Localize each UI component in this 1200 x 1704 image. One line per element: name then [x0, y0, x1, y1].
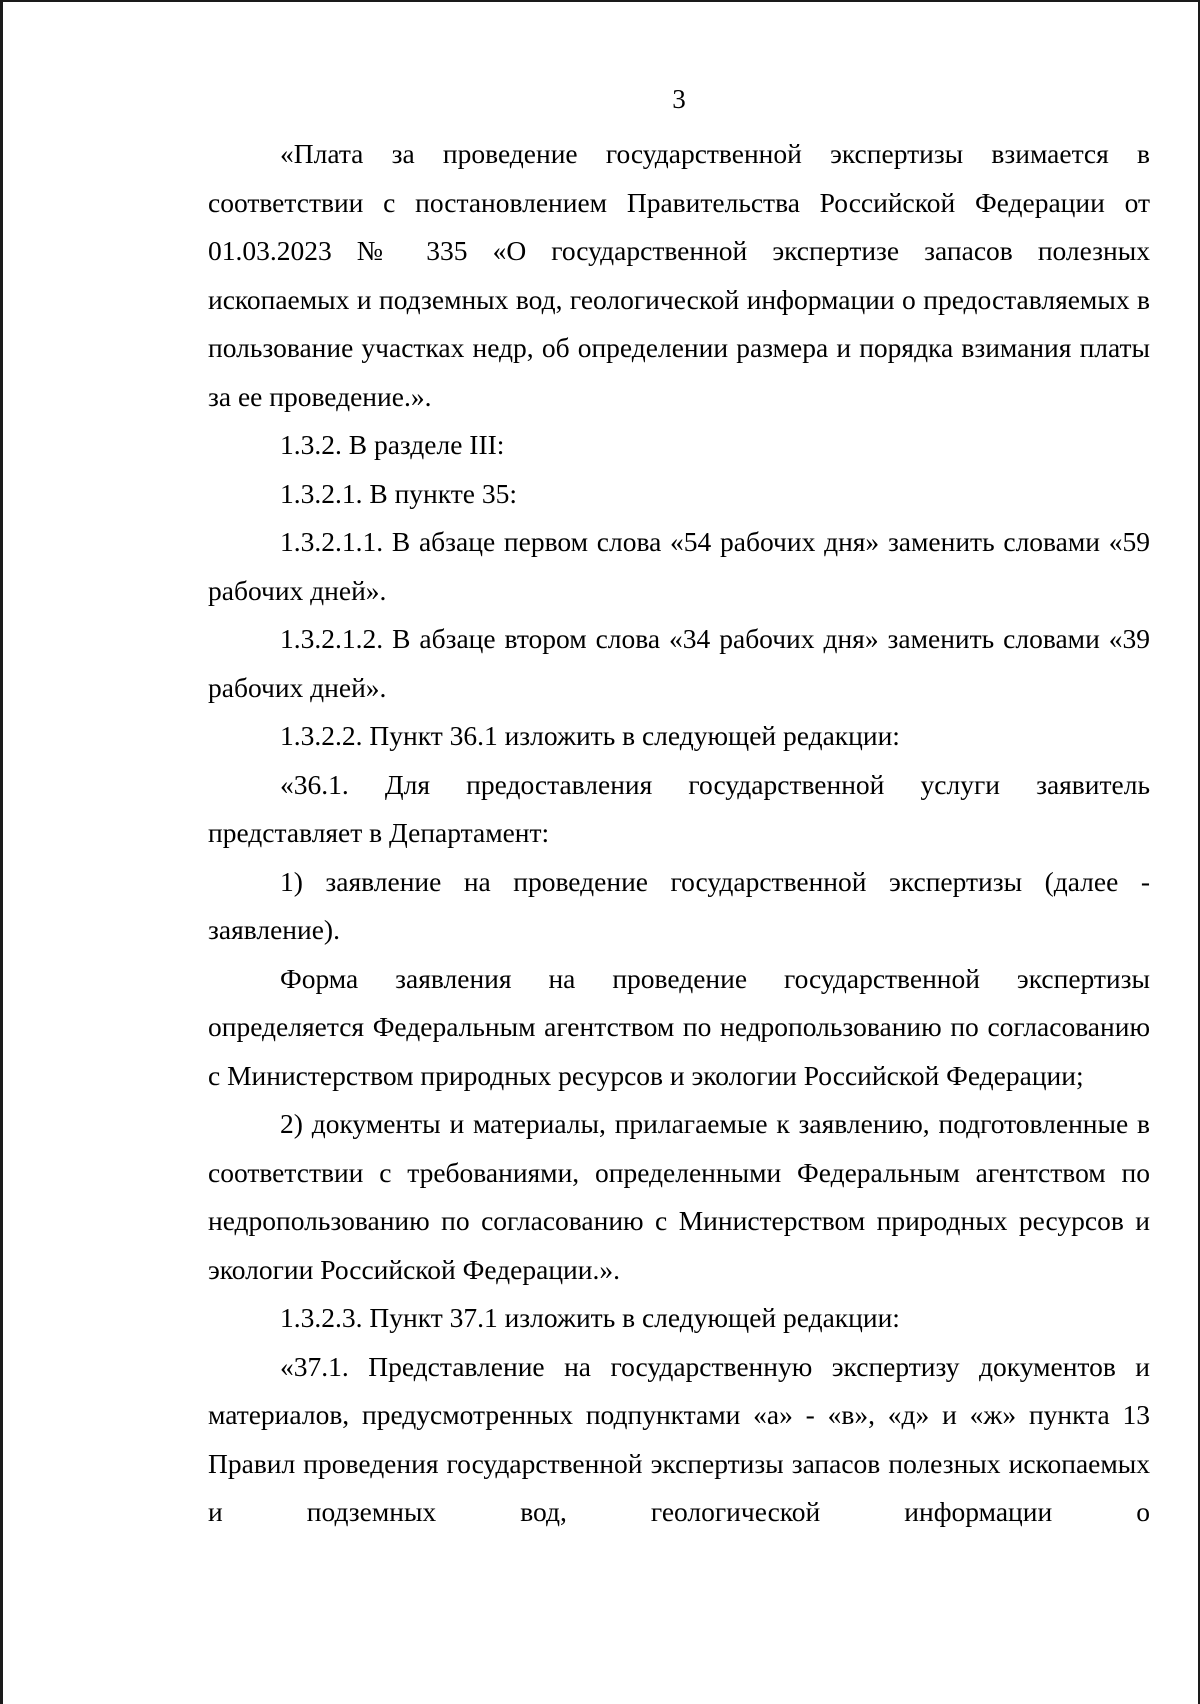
paragraph-list-item-1: 1) заявление на проведение государственной экспертизы (далее - заявление).: [208, 865, 1150, 945]
paragraph-item-35: 1.3.2.1. В пункте 35:: [280, 477, 518, 509]
page-number: 3: [672, 84, 686, 114]
document-body: [208, 130, 1150, 1537]
paragraph-item-37-1-intro: 1.3.2.3. Пункт 37.1 изложить в следующей редакции:: [280, 1302, 900, 1333]
paragraph-application-form: Форма заявления на проведение государственной экспертизы определяется Федеральным агентством по недропользованию по согласованию с Министерством природных ресурсов и экологии Российской Федерации;: [208, 962, 1150, 1091]
paragraph-item-37-1: «37.1. Представление на государственную экспертизу документов и материалов, предусмотренных подпунктами «а» - «в», «д» и «ж» пункта 13 Правил проведения государственной экспертизы запасов полезных ископаемых и подземных вод, геологической информации о: [208, 1350, 1150, 1527]
paragraph-section-iii: 1.3.2. В разделе III:: [280, 429, 505, 460]
paragraph-second-abzac: 1.3.2.1.2. В абзаце втором слова «34 рабочих дня» заменить словами «39 рабочих дней».: [208, 623, 1150, 703]
paragraph-item-36-1-intro: 1.3.2.2. Пункт 36.1 изложить в следующей редакции:: [280, 720, 900, 751]
paragraph-first-abzac: 1.3.2.1.1. В абзаце первом слова «54 рабочих дня» заменить словами «59 рабочих дней».: [208, 526, 1150, 606]
paragraph-fee-clause: «Плата за проведение государственной экспертизы взимается в соответствии с постановлением Правительства Российской Федерации от 01.03.2023 № 335 «О государственной экспертизе запасов полезных ископаемых и подземных вод, геологической информации о предоставляемых в пользование участках недр, об определении размера и порядка взимания платы за ее проведение.».: [208, 138, 1150, 412]
paragraph-item-36-1: «36.1. Для предоставления государственной услуги заявитель представляет в Департамент:: [208, 768, 1150, 848]
paragraph-list-item-2: 2) документы и материалы, прилагаемые к заявлению, подготовленные в соответствии с требованиями, определенными Федеральным агентством по недропользованию по согласованию с Министерством природных ресурсов и экологии Российской Федерации.».: [208, 1108, 1150, 1285]
